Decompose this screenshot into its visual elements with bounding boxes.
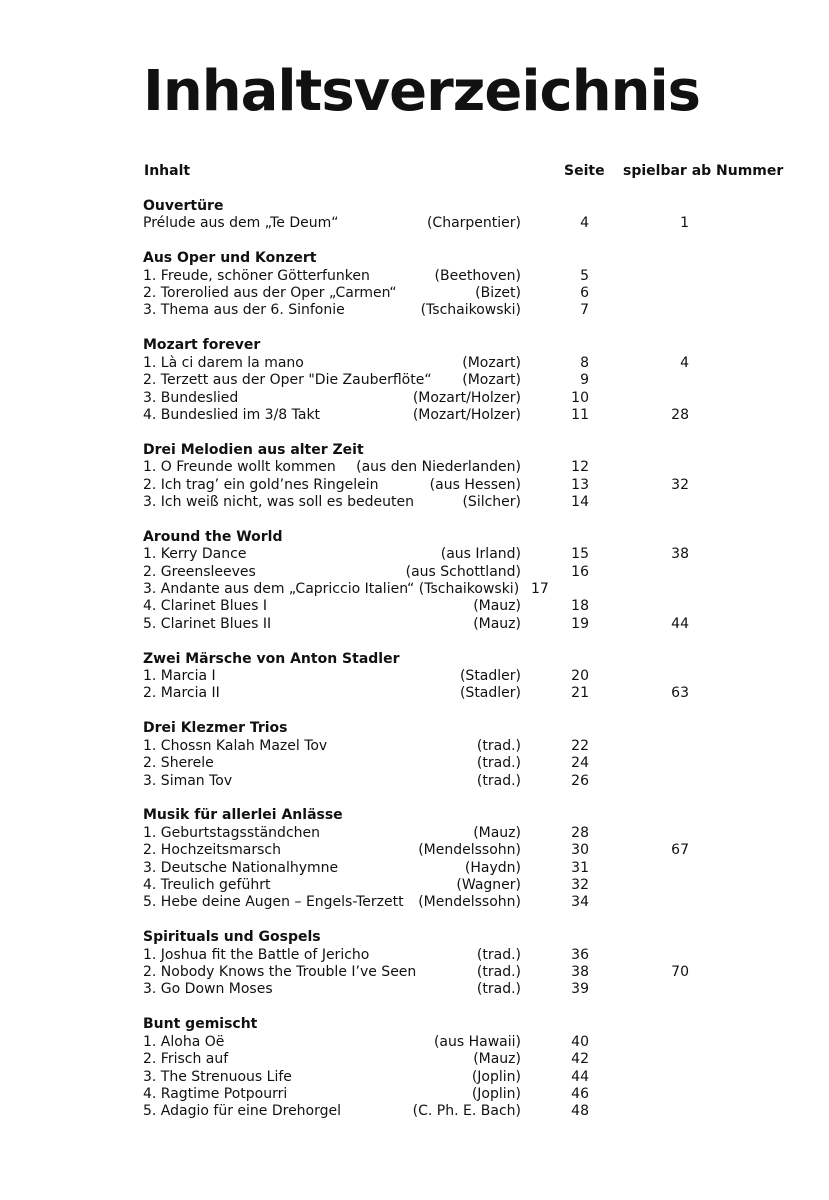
toc-entry — [0, 477, 829, 494]
entry-composer: (Tschaikowski) — [420, 302, 521, 319]
entry-page: 39 — [571, 981, 589, 998]
entry-page: 34 — [571, 894, 589, 911]
toc-section — [0, 651, 829, 703]
toc-entry — [0, 981, 829, 998]
entry-page: 40 — [571, 1033, 589, 1050]
entry-composer: (Mauz) — [473, 824, 521, 841]
entry-page: 10 — [571, 389, 589, 406]
entry-composer: (Charpentier) — [426, 215, 521, 232]
entry-page: 8 — [580, 354, 589, 371]
entry-page: 20 — [571, 668, 589, 685]
entry-composer: (Mauz) — [473, 598, 521, 615]
entry-composer: (Wagner) — [456, 877, 521, 893]
section-title: Drei Melodien aus alter Zeit — [143, 441, 364, 458]
toc-entry — [0, 668, 829, 685]
entry-title: 2. Terzett aus der Oper "Die Zauberflöte“ — [143, 372, 432, 389]
toc-entry — [0, 407, 829, 424]
toc-section — [0, 250, 829, 320]
entry-composer: (trad.) — [476, 946, 521, 963]
toc-entry — [0, 372, 829, 389]
toc-entry — [0, 947, 829, 964]
toc-entry — [0, 1103, 829, 1120]
entry-playable-from: 32 — [671, 476, 689, 493]
entry-composer: (Mozart/Holzer) — [412, 389, 521, 406]
entry-page: 16 — [571, 563, 589, 580]
entry-title: 4. Bundeslied im 3/8 Takt — [143, 406, 321, 423]
entry-title: 3. Bundeslied — [143, 389, 239, 406]
section-title: Ouvertüre — [143, 198, 224, 214]
entry-playable-from: 4 — [680, 354, 689, 371]
entry-title: 3. Thema aus der 6. Sinfonie — [143, 302, 345, 319]
toc-entry — [0, 825, 829, 842]
entry-title: 4. Treulich geführt — [143, 877, 271, 893]
toc-entry — [0, 302, 829, 319]
entry-title: 1. Kerry Dance — [143, 546, 247, 563]
entry-title: 1. Joshua fit the Battle of Jericho — [143, 946, 370, 963]
entry-playable-from: 44 — [671, 615, 689, 632]
toc-section — [0, 807, 829, 911]
toc-entry — [0, 1086, 829, 1103]
entry-composer: (Haydn) — [464, 859, 521, 876]
toc-section — [0, 929, 829, 999]
table-of-contents — [0, 198, 829, 1138]
entry-title: 2. Torerolied aus der Oper „Carmen“ — [143, 285, 397, 302]
column-header-page: Seite — [564, 163, 605, 179]
entry-composer: (Mauz) — [473, 615, 521, 632]
toc-section — [0, 1016, 829, 1120]
entry-page: 48 — [571, 1103, 589, 1120]
entry-title: 1. Geburtstagsständchen — [143, 824, 320, 841]
section-title: Drei Klezmer Trios — [143, 720, 288, 737]
entry-composer: (aus Hawaii) — [433, 1033, 521, 1050]
entry-composer: (trad.) — [476, 737, 521, 754]
entry-composer: (aus den Niederlanden) — [356, 459, 521, 476]
section-title: Musik für allerlei Anlässe — [143, 807, 343, 824]
toc-entry — [0, 215, 829, 232]
entry-title: 5. Clarinet Blues II — [143, 615, 272, 632]
toc-entry — [0, 738, 829, 755]
entry-page: 7 — [580, 302, 589, 319]
toc-entry — [0, 842, 829, 859]
entry-title: 1. Aloha Oë — [143, 1033, 225, 1050]
entry-composer: (aus Schottland) — [405, 563, 521, 580]
entry-page: 12 — [571, 459, 589, 476]
entry-title: 4. Clarinet Blues I — [143, 598, 267, 615]
entry-title: 1. O Freunde wollt kommen — [143, 459, 336, 476]
entry-page: 11 — [571, 406, 589, 423]
entry-composer: (Bizet) — [475, 285, 521, 302]
toc-entry — [0, 685, 829, 702]
entry-page: 32 — [571, 877, 589, 893]
column-header-playable-from: spielbar ab Nummer — [623, 163, 784, 179]
toc-section — [0, 442, 829, 512]
entry-page: 6 — [580, 285, 589, 302]
toc-entry — [0, 860, 829, 877]
entry-page: 42 — [571, 1051, 589, 1068]
entry-composer: (aus Hessen) — [429, 476, 521, 493]
entry-title: 4. Ragtime Potpourri — [143, 1085, 288, 1102]
entry-page: 36 — [571, 946, 589, 963]
entry-playable-from: 67 — [671, 842, 689, 859]
toc-entry — [0, 1069, 829, 1086]
entry-title: 3. The Strenuous Life — [143, 1068, 292, 1085]
toc-entry — [0, 877, 829, 894]
entry-title: 3. Ich weiß nicht, was soll es bedeuten — [143, 493, 414, 510]
entry-page: 4 — [580, 215, 589, 232]
toc-entry — [0, 546, 829, 563]
section-title: Mozart forever — [143, 337, 261, 354]
entry-composer: (trad.) — [476, 964, 521, 981]
toc-section — [0, 529, 829, 633]
toc-entry — [0, 268, 829, 285]
entry-title: Prélude aus dem „Te Deum“ — [143, 215, 339, 232]
entry-title: 5. Adagio für eine Drehorgel — [143, 1103, 342, 1120]
entry-title: 3. Andante aus dem „Capriccio Italien“ (Tschaikowski) — [143, 581, 520, 598]
toc-entry — [0, 459, 829, 476]
section-title: Zwei Märsche von Anton Stadler — [143, 650, 400, 667]
toc-entry — [0, 494, 829, 511]
entry-title: 2. Greensleeves — [143, 563, 256, 580]
toc-entry — [0, 773, 829, 790]
entry-title: 2. Frisch auf — [143, 1051, 229, 1068]
entry-title: 1. Freude, schöner Götterfunken — [143, 267, 370, 284]
entry-title: 2. Nobody Knows the Trouble I’ve Seen — [143, 964, 417, 981]
entry-composer: (trad.) — [476, 981, 521, 998]
entry-title: 2. Marcia II — [143, 685, 220, 702]
entry-composer: (Beethoven) — [434, 267, 521, 284]
entry-page: 13 — [571, 476, 589, 493]
entry-page: 19 — [571, 615, 589, 632]
entry-page: 26 — [571, 772, 589, 789]
entry-composer: (Joplin) — [471, 1085, 521, 1102]
entry-title: 1. Marcia I — [143, 668, 216, 685]
entry-playable-from: 28 — [671, 406, 689, 423]
toc-entry — [0, 564, 829, 581]
entry-page: 30 — [571, 842, 589, 859]
toc-entry — [0, 616, 829, 633]
toc-section — [0, 337, 829, 424]
entry-title: 2. Sherele — [143, 755, 214, 772]
entry-page: 15 — [571, 546, 589, 563]
toc-entry — [0, 355, 829, 372]
entry-playable-from: 70 — [671, 964, 689, 981]
toc-entry — [0, 581, 829, 598]
entry-composer: (Stadler) — [459, 685, 521, 702]
entry-title: 1. Là ci darem la mano — [143, 354, 304, 371]
section-title: Bunt gemischt — [143, 1016, 258, 1033]
entry-composer: (Mozart) — [462, 372, 521, 389]
entry-composer: (Mauz) — [473, 1051, 521, 1068]
entry-page: 9 — [580, 372, 589, 389]
entry-page: 46 — [571, 1085, 589, 1102]
entry-composer: (Mozart) — [462, 354, 521, 371]
toc-entry — [0, 1051, 829, 1068]
entry-playable-from: 38 — [671, 546, 689, 563]
toc-entry — [0, 755, 829, 772]
toc-entry — [0, 964, 829, 981]
toc-entry — [0, 390, 829, 407]
entry-composer: (Mozart/Holzer) — [412, 406, 521, 423]
toc-entry — [0, 894, 829, 911]
toc-entry — [0, 285, 829, 302]
entry-title: 5. Hebe deine Augen – Engels-Terzett — [143, 894, 404, 911]
entry-composer: (Mendelssohn) — [418, 894, 521, 911]
entry-title: 1. Chossn Kalah Mazel Tov — [143, 737, 328, 754]
toc-section — [0, 720, 829, 790]
entry-page: 14 — [571, 493, 589, 510]
entry-composer: (Joplin) — [471, 1068, 521, 1085]
entry-page: 28 — [571, 824, 589, 841]
page-title: Inhaltsverzeichnis — [143, 59, 700, 124]
entry-composer: (aus Irland) — [440, 546, 521, 563]
entry-title: 3. Siman Tov — [143, 772, 233, 789]
entry-page: 21 — [571, 685, 589, 702]
entry-title: 3. Deutsche Nationalhymne — [143, 859, 339, 876]
entry-composer: (trad.) — [476, 755, 521, 772]
toc-entry — [0, 1034, 829, 1051]
entry-composer: (Stadler) — [459, 668, 521, 685]
entry-page: 38 — [571, 964, 589, 981]
section-title: Spirituals und Gospels — [143, 929, 321, 946]
toc-entry — [0, 598, 829, 615]
entry-page: 44 — [571, 1068, 589, 1085]
entry-title: 3. Go Down Moses — [143, 981, 273, 998]
entry-page: 22 — [571, 737, 589, 754]
column-header-content: Inhalt — [144, 163, 191, 179]
entry-playable-from: 1 — [680, 215, 689, 232]
entry-composer: (Mendelssohn) — [418, 842, 521, 859]
entry-page: 18 — [571, 598, 589, 615]
entry-page: 24 — [571, 755, 589, 772]
entry-title: 2. Ich trag’ ein gold’nes Ringelein — [143, 476, 379, 493]
entry-playable-from: 63 — [671, 685, 689, 702]
entry-composer: (C. Ph. E. Bach) — [412, 1103, 521, 1120]
entry-composer: (Silcher) — [462, 493, 521, 510]
entry-title: 2. Hochzeitsmarsch — [143, 842, 281, 859]
entry-page: 17 — [531, 581, 549, 598]
entry-page: 5 — [580, 267, 589, 284]
toc-section — [0, 198, 829, 233]
section-title: Around the World — [143, 528, 283, 545]
section-title: Aus Oper und Konzert — [143, 250, 317, 267]
entry-composer: (trad.) — [476, 772, 521, 789]
entry-page: 31 — [571, 859, 589, 876]
